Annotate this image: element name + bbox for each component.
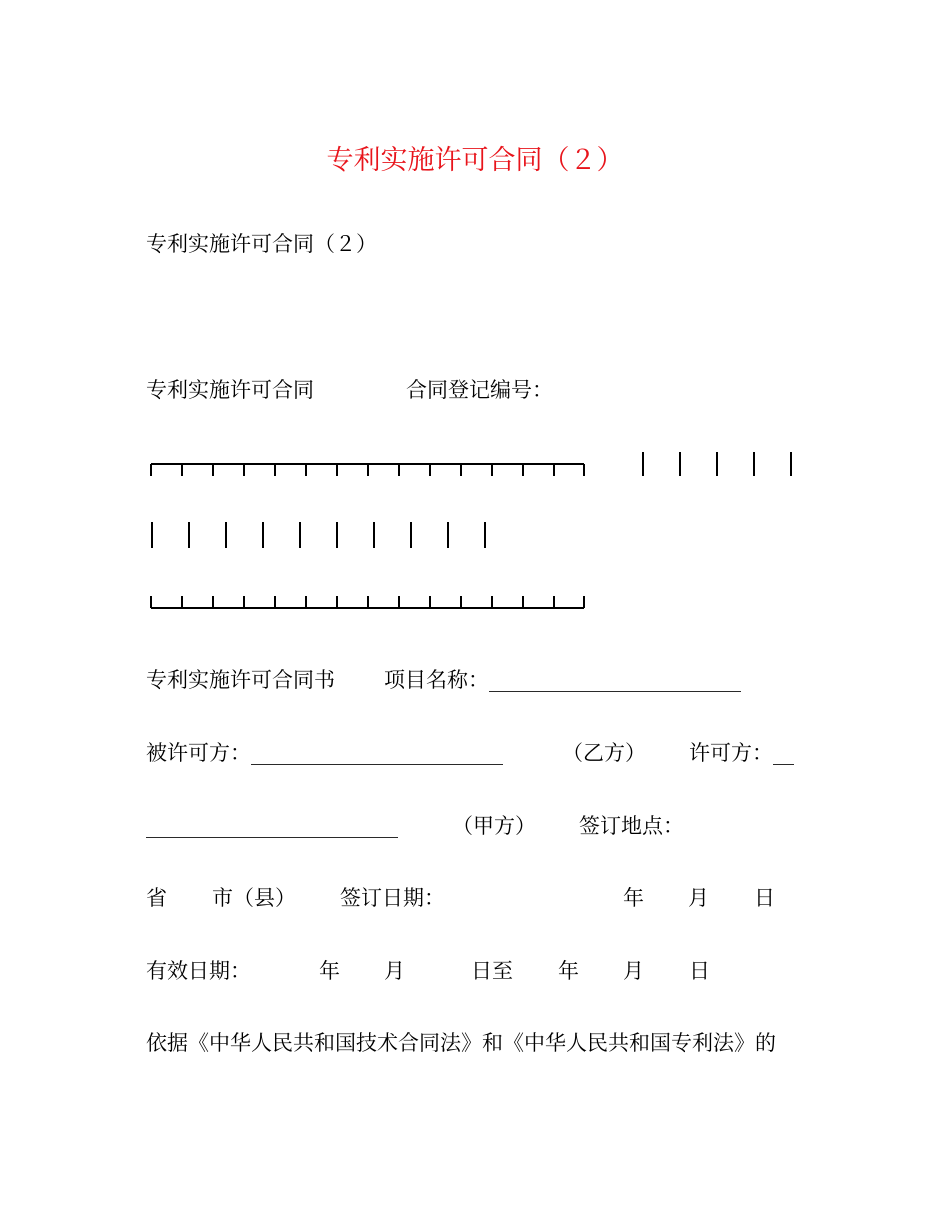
valid-start-year-label: 年 — [319, 959, 340, 983]
project-name-field: 项目名称：________________________ — [384, 668, 741, 692]
contract-label: 专利实施许可合同 — [146, 378, 314, 402]
registration-number-label: 合同登记编号： — [406, 378, 553, 402]
valid-end-day-label: 日 — [689, 959, 710, 983]
valid-end-month-label: 月 — [623, 959, 644, 983]
licensee-field: 被许可方：________________________ — [146, 741, 503, 765]
sign-day-label: 日 — [754, 886, 775, 910]
valid-date-label: 有效日期： — [146, 959, 251, 983]
province-label: 省 — [146, 886, 167, 910]
contract-book-label: 专利实施许可合同书 — [146, 668, 335, 692]
document-title: 专利实施许可合同（２） — [326, 145, 624, 176]
valid-start-day-to-label: 日至 — [471, 959, 513, 983]
valid-end-year-label: 年 — [558, 959, 579, 983]
licensor-field-line: ________________________ — [146, 814, 398, 838]
sign-month-label: 月 — [688, 886, 709, 910]
document-subtitle: 专利实施许可合同（２） — [146, 232, 377, 256]
city-label: 市（县） — [212, 886, 296, 910]
sign-place-label: 签订地点： — [579, 814, 684, 838]
sign-year-label: 年 — [623, 886, 644, 910]
sign-date-label: 签订日期： — [340, 886, 445, 910]
party-a-label: （甲方） — [452, 814, 536, 838]
licensor-label: 许可方：__ — [689, 741, 794, 765]
party-b-label: （乙方） — [562, 741, 646, 765]
legal-basis-paragraph: 依据《中华人民共和国技术合同法》和《中华人民共和国专利法》的 — [146, 1031, 776, 1055]
valid-start-month-label: 月 — [384, 959, 405, 983]
